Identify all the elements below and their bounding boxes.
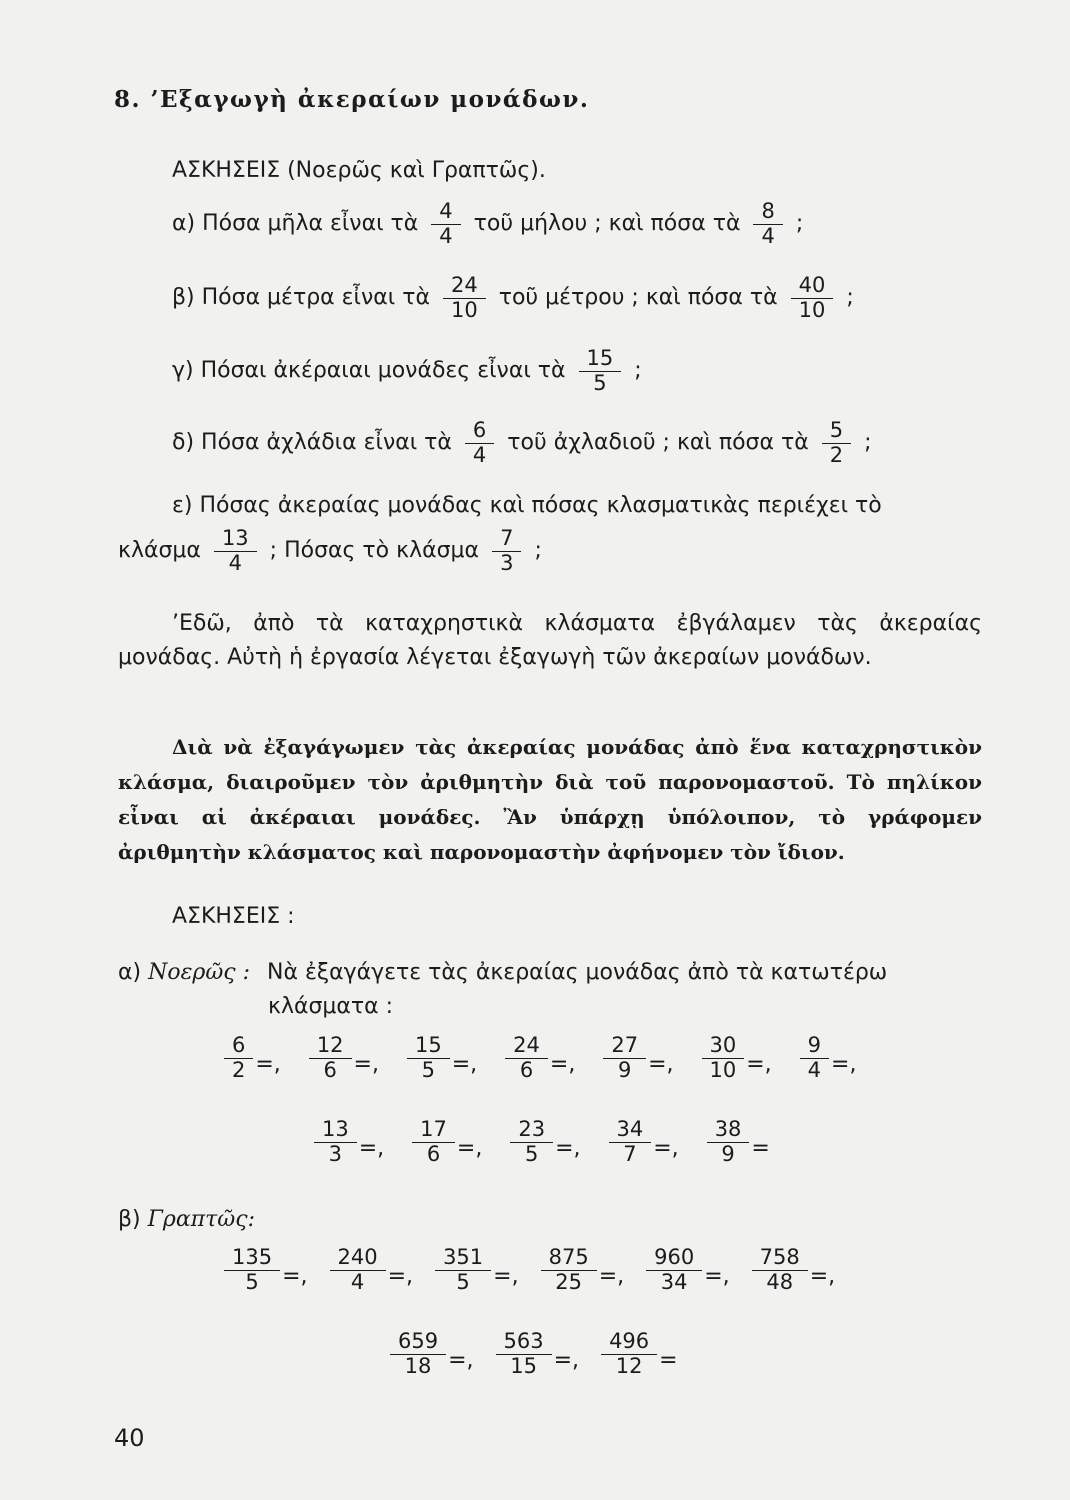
fractions-row-1	[222, 1034, 882, 1082]
fraction: $\frac{960}{34}$	[646, 1246, 702, 1294]
fraction: $\frac{13}{3}$	[314, 1118, 357, 1166]
fraction: $\frac{34}{7}$	[609, 1118, 652, 1166]
fraction-item: $\frac{960}{34}$ =,	[644, 1246, 734, 1294]
fraction: $\frac{563}{15}$	[496, 1330, 552, 1378]
fraction: $\frac{5}{2}$	[822, 419, 851, 467]
exercise2-a-line2: κλάσματα :	[268, 994, 394, 1019]
fraction-item: $\frac{496}{12}$ =	[599, 1330, 682, 1378]
exercise-e-line2: κλάσμα $\frac{13}{4}$ ; Πόσας τὸ κλάσμα $\frac{7}{3}$ ;	[118, 526, 542, 575]
fraction: $\frac{30}{10}$	[702, 1034, 745, 1082]
fraction-item: $\frac{30}{10}$ =,	[700, 1034, 776, 1082]
section-title: 8. ’Εξαγωγὴ ἀκεραίων μονάδων.	[114, 86, 590, 113]
fraction: $\frac{351}{5}$	[435, 1246, 491, 1294]
fraction: $\frac{7}{3}$	[492, 527, 521, 575]
fraction-item: $\frac{240}{4}$ =,	[328, 1246, 418, 1294]
fraction: $\frac{13}{4}$	[214, 527, 257, 575]
fraction-item: $\frac{563}{15}$ =,	[494, 1330, 584, 1378]
fraction: $\frac{9}{4}$	[800, 1034, 829, 1082]
fraction: $\frac{135}{5}$	[224, 1246, 280, 1294]
fraction-item: $\frac{34}{7}$ =,	[607, 1118, 683, 1166]
fraction: $\frac{6}{4}$	[465, 419, 494, 467]
fraction: $\frac{17}{6}$	[412, 1118, 455, 1166]
fractions-row-3	[222, 1246, 855, 1294]
fraction: $\frac{15}{5}$	[579, 347, 622, 395]
exercise2-b-line: β) Γραπτῶς:	[118, 1207, 255, 1232]
exercises2-heading: ΑΣΚΗΣΕΙΣ :	[172, 904, 295, 929]
fraction-item: $\frac{24}{6}$ =,	[503, 1034, 579, 1082]
fraction: $\frac{240}{4}$	[330, 1246, 386, 1294]
fraction-item: $\frac{13}{3}$ =,	[312, 1118, 388, 1166]
fraction-item: $\frac{12}{6}$ =,	[307, 1034, 383, 1082]
fraction: $\frac{40}{10}$	[791, 274, 834, 322]
fraction-item: $\frac{23}{5}$ =,	[508, 1118, 584, 1166]
exercise-a: α) Πόσα μῆλα εἶναι τὰ $\frac{4}{4}$ τοῦ μήλου ; καὶ πόσα τὰ $\frac{8}{4}$ ;	[172, 199, 804, 248]
fraction: $\frac{6}{2}$	[224, 1034, 253, 1082]
fraction-item: $\frac{351}{5}$ =,	[433, 1246, 523, 1294]
exercises-heading: ΑΣΚΗΣΕΙΣ (Νοερῶς καὶ Γραπτῶς).	[172, 158, 546, 183]
page-number: 40	[114, 1424, 145, 1452]
fraction-item: $\frac{9}{4}$ =,	[798, 1034, 861, 1082]
fraction: $\frac{875}{25}$	[541, 1246, 597, 1294]
fraction: $\frac{4}{4}$	[431, 200, 460, 248]
fraction: $\frac{15}{5}$	[407, 1034, 450, 1082]
fraction-item: $\frac{27}{9}$ =,	[601, 1034, 677, 1082]
fraction: $\frac{38}{9}$	[707, 1118, 750, 1166]
fractions-row-4	[388, 1330, 698, 1378]
explanation-paragraph: ’Εδῶ, ἀπὸ τὰ καταχρηστικὰ κλάσματα ἐβγάλαμεν τὰς ἀκεραίας μονάδας. Αὐτὴ ἡ ἐργασία λέγεται ἐξαγωγὴ τῶν ἀκεραίων μονάδων.	[118, 611, 982, 670]
exercise-e-line1: ε) Πόσας ἀκεραίας μονάδας καὶ πόσας κλασματικὰς περιέχει τὸ	[172, 493, 882, 518]
fraction: $\frac{12}{6}$	[309, 1034, 352, 1082]
fraction-item: $\frac{135}{5}$ =,	[222, 1246, 312, 1294]
fraction: $\frac{24}{6}$	[505, 1034, 548, 1082]
fraction: $\frac{496}{12}$	[601, 1330, 657, 1378]
fraction: $\frac{24}{10}$	[443, 274, 486, 322]
fractions-row-2	[312, 1118, 796, 1166]
fraction: $\frac{27}{9}$	[603, 1034, 646, 1082]
fraction: $\frac{8}{4}$	[753, 200, 782, 248]
rule-paragraph: Διὰ νὰ ἐξαγάγωμεν τὰς ἀκεραίας μονάδας ἀπὸ ἕνα καταχρηστικὸν κλάσμα, διαιροῦμεν τὸν ἀριθμητὴν διὰ τοῦ παρονομαστοῦ. Τὸ πηλίκον εἶναι αἱ ἀκέραιαι μονάδες. Ἂν ὑπάρχῃ ὑπόλοιπον, τὸ γράφομεν ἀριθμητὴν κλάσματος καὶ παρονομαστὴν ἀφήνομεν τὸν ἴδιον.	[118, 735, 982, 864]
exercise-c: γ) Πόσαι ἀκέραιαι μονάδες εἶναι τὰ $\frac{15}{5}$ ;	[172, 346, 642, 395]
fraction-item: $\frac{758}{48}$ =,	[750, 1246, 840, 1294]
fraction-item: $\frac{17}{6}$ =,	[410, 1118, 486, 1166]
exercise-b: β) Πόσα μέτρα εἶναι τὰ $\frac{24}{10}$ τοῦ μέτρου ; καὶ πόσα τὰ $\frac{40}{10}$ ;	[172, 273, 854, 322]
fraction-item: $\frac{6}{2}$ =,	[222, 1034, 285, 1082]
fraction-item: $\frac{38}{9}$ =	[705, 1118, 774, 1166]
fraction: $\frac{23}{5}$	[510, 1118, 553, 1166]
exercise2-a-line1: α) Νοερῶς : Νὰ ἐξαγάγετε τὰς ἀκεραίας μονάδας ἀπὸ τὰ κατωτέρω	[118, 960, 888, 985]
fraction-item: $\frac{659}{18}$ =,	[388, 1330, 478, 1378]
fraction: $\frac{758}{48}$	[752, 1246, 808, 1294]
fraction-item: $\frac{15}{5}$ =,	[405, 1034, 481, 1082]
fraction-item: $\frac{875}{25}$ =,	[539, 1246, 629, 1294]
fraction: $\frac{659}{18}$	[390, 1330, 446, 1378]
exercise-d: δ) Πόσα ἀχλάδια εἶναι τὰ $\frac{6}{4}$ τοῦ ἀχλαδιοῦ ; καὶ πόσα τὰ $\frac{5}{2}$ ;	[172, 418, 872, 467]
